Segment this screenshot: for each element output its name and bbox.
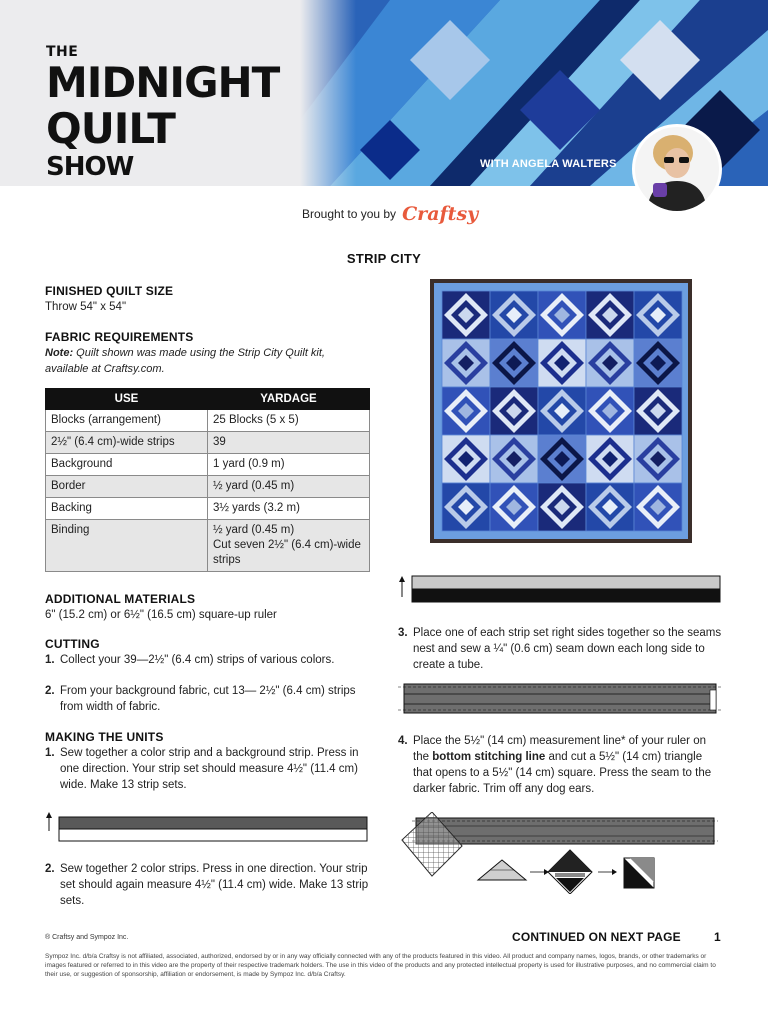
pattern-title: STRIP CITY (346, 251, 422, 266)
yardage-header-row (46, 389, 370, 410)
table-row (46, 410, 370, 432)
making-step-4 (398, 733, 722, 797)
quilt-block (634, 483, 682, 531)
step-text-bold: bottom stitching line (432, 751, 546, 763)
cell-use: 2½" (6.4 cm)-wide strips (46, 432, 208, 454)
quilt-block (538, 387, 586, 435)
sponsor-prefix: Brought to you by (302, 207, 397, 221)
show-logo (46, 44, 279, 180)
quilt-block (586, 435, 634, 483)
quilt-block (490, 483, 538, 531)
fabric-note-label: Note: (45, 347, 74, 359)
host-name: WITH ANGELA WALTERS (480, 158, 617, 170)
quilt-block (442, 387, 490, 435)
quilt-block (538, 339, 586, 387)
table-row (46, 520, 370, 572)
additional-heading: ADDITIONAL MATERIALS (45, 592, 196, 606)
quilt-block (586, 339, 634, 387)
craftsy-logo: Craftsy (402, 203, 479, 225)
cell-use: Border (46, 476, 208, 498)
cutting-step-2 (45, 683, 370, 715)
making-heading: MAKING THE UNITS (45, 730, 164, 744)
step-text: Collect your 39—2½" (6.4 cm) strips of various colors. (60, 654, 335, 666)
step-number: 1. (45, 654, 55, 666)
quilt-block (490, 291, 538, 339)
logo-midnight: MIDNIGHT (46, 58, 280, 107)
table-row (46, 498, 370, 520)
quilt-block (586, 483, 634, 531)
col-header-yardage: YARDAGE (208, 389, 370, 410)
host-avatar (632, 124, 722, 214)
strip-set-diagram-2-wrap (398, 573, 722, 605)
cell-yardage: 39 (208, 432, 370, 454)
cut-diagram-wrap (398, 812, 722, 894)
right-steps-3 (398, 625, 722, 673)
quilt-block (538, 435, 586, 483)
sponsor-line (302, 203, 478, 225)
step-text (413, 733, 722, 797)
cell-yardage: 25 Blocks (5 x 5) (208, 410, 370, 432)
quilt-block (538, 483, 586, 531)
quilt-photo (430, 279, 692, 543)
step-text: From your background fabric, cut 13— 2½" (6.4 cm) strips from width of fabric. (60, 685, 356, 713)
cell-use: Backing (46, 498, 208, 520)
fabric-note (45, 345, 370, 377)
col-header-use: USE (46, 389, 208, 410)
step-text-before: Place the 5½" (14 cm) measurement line* of your ruler on the (413, 735, 706, 763)
table-row (46, 476, 370, 498)
making-step-2 (45, 861, 370, 909)
table-row (46, 432, 370, 454)
step-text: Sew together a color strip and a background strip. Press in one direction. Your strip set should measure 4½" (11.4 cm) wide. Make 13 strip sets. (60, 747, 359, 791)
quilt-block (634, 387, 682, 435)
step-text-after: and cut a 5½" (14 cm) triangle that opens to a 5½" (14 cm) square. Press the seam to the darker fabric. Trim off any dog ears. (413, 751, 712, 795)
logo-show: SHOW (46, 152, 134, 182)
page-number: 1 (714, 930, 721, 944)
quilt-block (634, 339, 682, 387)
cell-use: Binding (46, 520, 208, 572)
yardage-table (45, 388, 370, 572)
cut-triangle-diagram (398, 812, 722, 894)
quilt-block (634, 291, 682, 339)
step-number: 4. (398, 735, 408, 747)
step-text: Place one of each strip set right sides together so the seams nest and sew a ¼" (0.6 cm) seam down each long side to create a tube. (413, 627, 722, 671)
fabric-note-text: Quilt shown was made using the Strip City Quilt kit, available at Craftsy.com. (45, 347, 325, 375)
cell-yardage: 3½ yards (3.2 m) (208, 498, 370, 520)
strip-set-diagram-1 (45, 809, 370, 843)
finished-size-heading: FINISHED QUILT SIZE (45, 284, 174, 298)
finished-size-value: Throw 54" x 54" (45, 301, 127, 313)
quilt-block (634, 435, 682, 483)
strip-set-diagram-2 (398, 573, 722, 605)
making-step-1 (45, 745, 370, 793)
quilt-block (490, 339, 538, 387)
table-row (46, 454, 370, 476)
fabric-heading: FABRIC REQUIREMENTS (45, 330, 194, 344)
quilt-block (586, 387, 634, 435)
step-number: 3. (398, 627, 408, 639)
quilt-block (442, 483, 490, 531)
cell-yardage: ½ yard (0.45 m) Cut seven 2½" (6.4 cm)-wide strips (208, 520, 370, 572)
cutting-heading: CUTTING (45, 637, 100, 651)
logo-quilt: QUILT (46, 104, 175, 153)
step-text: Sew together 2 color strips. Press in one direction. Your strip set should again measure 4½" (11.4 cm) wide. Make 13 strip sets. (60, 863, 369, 907)
quilt-block (538, 291, 586, 339)
tube-diagram (398, 682, 722, 716)
right-steps-4 (398, 733, 722, 797)
continued-label: CONTINUED ON NEXT PAGE (512, 930, 681, 944)
quilt-block (490, 387, 538, 435)
cell-use: Blocks (arrangement) (46, 410, 208, 432)
host-portrait-icon (635, 127, 719, 211)
cutting-step-1 (45, 652, 370, 668)
step-number: 2. (45, 685, 55, 697)
cell-yardage: ½ yard (0.45 m) (208, 476, 370, 498)
left-column (45, 284, 370, 909)
quilt-block (490, 435, 538, 483)
making-step-3 (398, 625, 722, 673)
step-number: 1. (45, 747, 55, 759)
tube-diagram-wrap (398, 682, 722, 716)
disclaimer: Sympoz Inc. d/b/a Craftsy is not affiliated, associated, authorized, endorsed by or in any way officially connected with any of the products featured in this video. All product and company names, logos, brands, or other trademarks or images featured or referred to in this video are the property of their respective trademark holders. The use in this video of the products and any protected intellectual property is used for illustrative purposes, and no commercial claim to their use, or suggestion of sponsorship, affiliation or endorsement, is made by Sympoz Inc. d/b/a Craftsy. (45, 953, 716, 978)
step-number: 2. (45, 863, 55, 875)
copyright: ® Craftsy and Sympoz Inc. (45, 934, 129, 941)
quilt-block (586, 291, 634, 339)
cell-use: Background (46, 454, 208, 476)
quilt-block (442, 291, 490, 339)
cell-yardage: 1 yard (0.9 m) (208, 454, 370, 476)
quilt-block (442, 339, 490, 387)
additional-value: 6" (15.2 cm) or 6½" (16.5 cm) square-up ruler (45, 609, 277, 621)
logo-the: THE (46, 44, 79, 60)
quilt-block (442, 435, 490, 483)
